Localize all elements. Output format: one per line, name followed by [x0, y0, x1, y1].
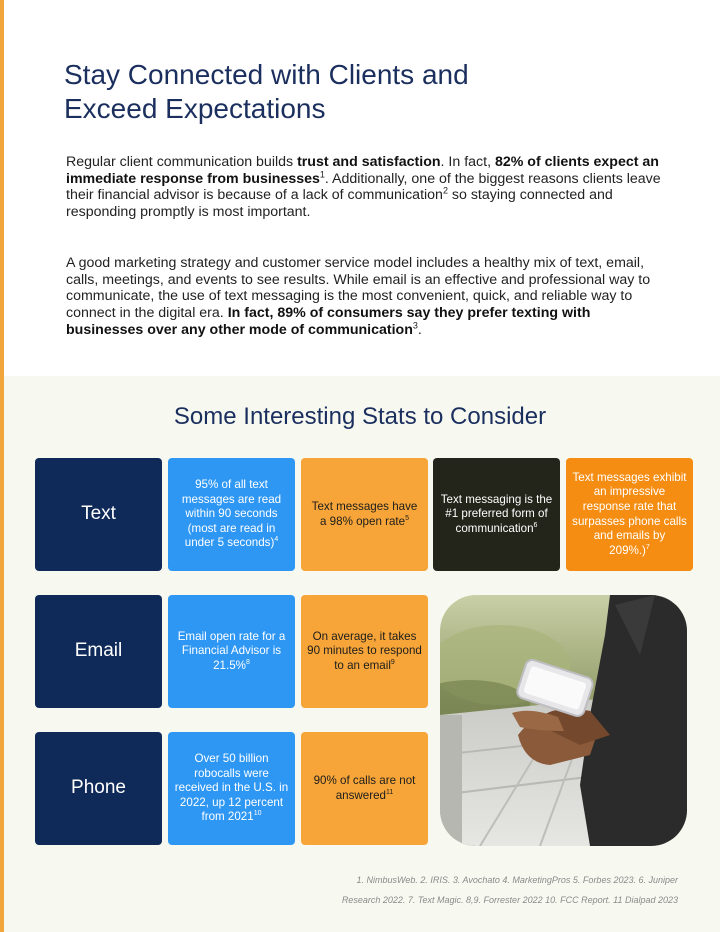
- para1-text-1: Regular client communication builds: [66, 154, 298, 170]
- text-stat-open-rate-text: Text messages have a 98% open rate: [311, 499, 418, 528]
- strategy-paragraph: [66, 255, 666, 339]
- person-texting-illustration: [440, 595, 687, 846]
- email-category-tile: [35, 595, 162, 708]
- text-stat-read-time-content: [174, 478, 289, 551]
- text-stat-read-time: [168, 458, 295, 571]
- text-stat-preferred-form-content: [439, 493, 554, 537]
- text-stat-open-rate-content: [307, 500, 422, 529]
- para2-text-1: A good marketing strategy and customer service model includes a healthy mix of text, email, calls, meetings, and events to see results. While email is an effective and professional way to communicate, the use of text messaging is the most convenient, quick, and reliable way to connect in the digital era.: [66, 255, 651, 322]
- phone-category-tile: [35, 732, 162, 845]
- email-stat-open-rate-text: Email open rate for a Financial Advisor is 21.5%: [177, 629, 286, 672]
- phone-stat-unanswered-content: [307, 774, 422, 803]
- para2-text-2: .: [417, 321, 422, 338]
- footnote-citations: [250, 870, 678, 910]
- email-stat-response-time-footnote: 9: [390, 658, 395, 666]
- title-line-2: Exceed Expectations: [64, 93, 326, 124]
- para1-text-2: . In fact,: [440, 154, 495, 170]
- para2-bold-1: In fact, 89% of consumers say they prefer texting with businesses over any other mode of communication: [66, 305, 591, 338]
- phone-stat-robocalls-text: Over 50 billion robocalls were received in the U.S. in 2022, up 12 percent from 2021: [174, 752, 289, 824]
- text-stat-preferred-form-text: Text messaging is the #1 preferred form of communication: [440, 492, 553, 535]
- email-stat-response-time-text: On average, it takes 90 minutes to respond to an email: [307, 629, 422, 672]
- title-line-1: Stay Connected with Clients and: [64, 59, 469, 90]
- text-stat-response-rate-text: Text messages exhibit an impressive response rate that surpasses phone calls and emails by 209%.): [572, 470, 687, 557]
- page-title: [64, 58, 624, 126]
- text-stat-response-rate: [566, 458, 693, 571]
- email-category-label: Email: [74, 640, 123, 662]
- text-stat-read-time-footnote: 4: [274, 536, 279, 544]
- person-texting-photo: [440, 595, 687, 846]
- text-stat-open-rate-footnote: 5: [405, 514, 409, 522]
- para1-text-4: so staying connected and responding promptly is most important.: [66, 187, 613, 221]
- text-stat-preferred-form: [433, 458, 560, 571]
- email-stat-open-rate: [168, 595, 295, 708]
- para1-footnote-2: 2: [442, 185, 448, 196]
- text-category-label: Text: [81, 503, 116, 525]
- text-stat-preferred-form-footnote: 6: [533, 521, 538, 529]
- phone-stat-robocalls-footnote: 10: [253, 810, 262, 818]
- phone-stat-unanswered-footnote: 11: [386, 788, 394, 796]
- para2-footnote-1: 3: [412, 320, 418, 331]
- phone-stat-robocalls-content: [174, 752, 289, 825]
- text-stat-read-time-text: 95% of all text messages are read within 90 seconds (most are read in under 5 seconds): [181, 478, 282, 550]
- para1-bold-2: 82% of clients expect an immediate response from businesses: [66, 154, 659, 187]
- email-stat-open-rate-content: [174, 630, 289, 674]
- phone-stat-robocalls: [168, 732, 295, 845]
- phone-category-label: Phone: [71, 777, 126, 799]
- phone-stat-unanswered: [301, 732, 428, 845]
- text-stat-response-rate-footnote: 7: [645, 543, 650, 551]
- phone-stat-unanswered-text: 90% of calls are not answered: [313, 773, 416, 802]
- intro-paragraph: [66, 154, 666, 221]
- citations-line-2: Research 2022. 7. Text Magic. 8,9. Forrester 2022 10. FCC Report. 11 Dialpad 2023: [341, 895, 678, 905]
- citations-line-1: 1. NimbusWeb. 2. IRIS. 3. Avochato 4. MarketingPros 5. Forbes 2023. 6. Juniper: [356, 875, 678, 885]
- text-stat-response-rate-content: [572, 471, 687, 559]
- para1-footnote-1: 1: [319, 168, 325, 179]
- email-stat-response-time-content: [307, 630, 422, 674]
- stats-title: Some Interesting Stats to Consider: [173, 403, 547, 430]
- text-category-tile: [35, 458, 162, 571]
- email-stat-response-time: [301, 595, 428, 708]
- para1-text-3: . Additionally, one of the biggest reasons clients leave their financial advisor is because of a lack of communication: [66, 170, 661, 204]
- email-stat-open-rate-footnote: 8: [245, 658, 250, 666]
- text-stat-open-rate: [301, 458, 428, 571]
- para1-bold-1: trust and satisfaction: [297, 154, 441, 170]
